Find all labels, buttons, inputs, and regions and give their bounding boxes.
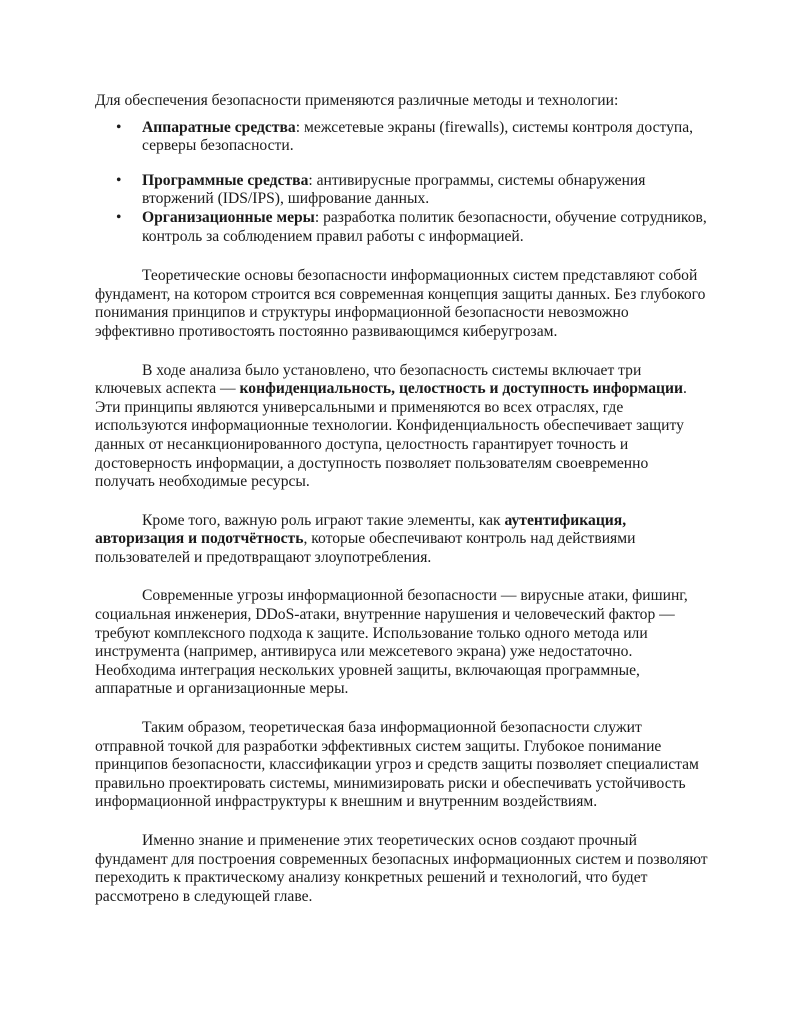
method-text: : разработка политик безопасности, обучение сотрудников, контроль за соблюдением правил работы с информацией. xyxy=(142,208,707,245)
list-item xyxy=(95,209,708,246)
paragraph-aaa xyxy=(95,512,708,568)
intro-line: Для обеспечения безопасности применяются различные методы и технологии: xyxy=(95,92,619,109)
method-text: : антивирусные программы, системы обнаружения вторжений (IDS/IPS), шифрование данных. xyxy=(142,171,646,208)
paragraph-text: , которые обеспечивают контроль над действиями пользователей и предотвращают злоупотребления. xyxy=(95,530,636,566)
paragraph-text: Кроме того, важную роль играют такие элементы, как xyxy=(142,511,505,529)
paragraph-threats: Современные угрозы информационной безопасности — вирусные атаки, фишинг, социальная инженерия, DDoS-атаки, внутренние нарушения и человеческий фактор — требуют комплексного подхода к защите. Использование только одного метода или инструмента (например, антивируса или межсетевого экрана) уже недостаточно. Необходима интеграция нескольких уровней защиты, включающая программные, аппаратные и организационные меры. xyxy=(95,587,688,698)
bullet-icon: • xyxy=(116,208,122,226)
paragraph-transition: Именно знание и применение этих теоретических основ создают прочный фундамент для построения современных безопасных информационных систем и позволяют переходить к практическому анализу конкретных решений и технологий, что будет рассмотрено в следующей главе. xyxy=(95,832,708,905)
paragraph-foundations: Теоретические основы безопасности информационных систем представляют собой фундамент, на котором строится вся современная концепция защиты данных. Без глубокого понимания принципов и структуры информационной безопасности невозможно эффективно противостоять постоянно развивающимся киберугрозам. xyxy=(95,267,706,340)
paragraph-text: . Эти принципы являются универсальными и применяются во всех отраслях, где используются информационные технологии. Конфиденциальность обеспечивает защиту данных от несанкционированного доступа, целостность гарантирует точность и достоверность информации, а доступность позволяет пользователям своевременно получать необходимые ресурсы. xyxy=(95,380,687,491)
paragraph-cia-triad xyxy=(95,362,708,492)
method-term: Организационные меры xyxy=(142,208,315,226)
method-term: Аппаратные средства xyxy=(142,118,296,136)
methods-list xyxy=(95,119,708,247)
paragraph-text: В ходе анализа было установлено, что безопасность системы включает три ключевых аспекта — xyxy=(95,361,642,398)
bullet-icon: • xyxy=(116,118,122,136)
paragraph-conclusion: Таким образом, теоретическая база информационной безопасности служит отправной точкой для разработки эффективных систем защиты. Глубокое понимание принципов безопасности, классификации угроз и средств защиты позволяет специалистам правильно проектировать системы, минимизировать риски и обеспечивать устойчивость информационной инфраструктуры к внешним и внутренним воздействиям. xyxy=(95,719,699,811)
paragraph-bold-text: конфиденциальность, целостность и доступность информации xyxy=(239,380,683,398)
method-text: : межсетевые экраны (firewalls), системы контроля доступа, серверы безопасности. xyxy=(142,118,694,155)
method-term: Программные средства xyxy=(142,171,309,189)
list-item xyxy=(95,119,708,156)
list-item xyxy=(95,172,708,209)
bullet-icon: • xyxy=(116,171,122,189)
paragraph-bold-text: аутентификация, авторизация и подотчётность xyxy=(95,511,627,548)
